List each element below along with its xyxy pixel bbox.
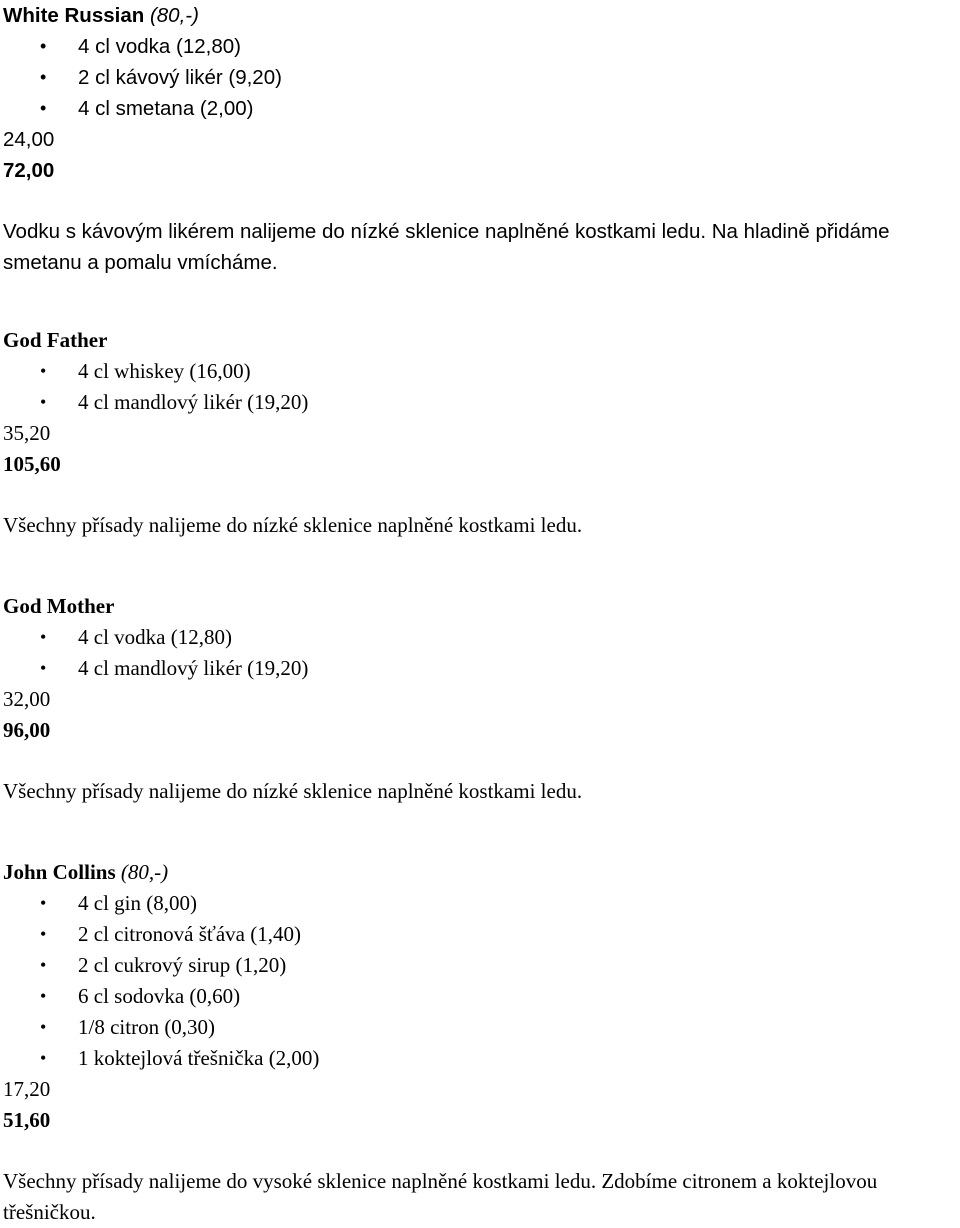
cost-value: 24,00 bbox=[3, 128, 55, 151]
instructions-text: Vodku s kávovým likérem nalijeme do nízké sklenice naplněné kostkami ledu. Na hladině přidáme smetanu a pomalu vmícháme. bbox=[3, 220, 890, 274]
ingredient-item: • 4 cl smetana (2,00) bbox=[3, 93, 958, 124]
recipe-white-russian bbox=[3, 0, 958, 278]
ingredient-item: • 4 cl vodka (12,80) bbox=[3, 31, 958, 62]
recipe-god-mother bbox=[3, 591, 958, 807]
total-value: 51,60 bbox=[3, 1108, 51, 1132]
ingredient-item: • 2 cl citronová šťáva (1,40) bbox=[3, 919, 958, 950]
price-note: (80,-) bbox=[149, 4, 199, 27]
ingredient-item: • 4 cl vodka (12,80) bbox=[3, 622, 958, 653]
ingredient-list bbox=[3, 888, 958, 1074]
total-value: 72,00 bbox=[3, 159, 55, 182]
ingredient-item: • 4 cl gin (8,00) bbox=[3, 888, 958, 919]
ingredient-item: • 2 cl kávový likér (9,20) bbox=[3, 62, 958, 93]
instructions-text: Všechny přísady nalijeme do nízké sklenice naplněné kostkami ledu. bbox=[3, 513, 583, 537]
instructions-text: Všechny přísady nalijeme do vysoké sklenice naplněné kostkami ledu. Zdobíme citronem a koktejlovou třešničkou. bbox=[3, 1169, 878, 1224]
ingredient-list bbox=[3, 31, 958, 124]
ingredient-item: • 4 cl mandlový likér (19,20) bbox=[3, 387, 958, 418]
total-value: 96,00 bbox=[3, 718, 51, 742]
ingredient-list bbox=[3, 356, 958, 418]
total-value: 105,60 bbox=[3, 452, 61, 476]
price-note: (80,-) bbox=[120, 860, 169, 884]
ingredient-item: • 2 cl cukrový sirup (1,20) bbox=[3, 950, 958, 981]
recipe-title: White Russian (80,-) bbox=[3, 4, 199, 27]
recipe-god-father bbox=[3, 325, 958, 541]
ingredient-item: • 4 cl mandlový likér (19,20) bbox=[3, 653, 958, 684]
recipe-title: John Collins (80,-) bbox=[3, 860, 169, 884]
ingredient-list bbox=[3, 622, 958, 684]
cost-value: 17,20 bbox=[3, 1077, 51, 1101]
ingredient-item: • 1 koktejlová třešnička (2,00) bbox=[3, 1043, 958, 1074]
recipe-title: God Father bbox=[3, 328, 108, 352]
cost-value: 35,20 bbox=[3, 421, 51, 445]
recipe-title: God Mother bbox=[3, 594, 115, 618]
recipe-john-collins bbox=[3, 857, 958, 1228]
ingredient-item: • 1/8 citron (0,30) bbox=[3, 1012, 958, 1043]
cost-value: 32,00 bbox=[3, 687, 51, 711]
ingredient-item: • 6 cl sodovka (0,60) bbox=[3, 981, 958, 1012]
instructions-text: Všechny přísady nalijeme do nízké sklenice naplněné kostkami ledu. bbox=[3, 779, 583, 803]
ingredient-item: • 4 cl whiskey (16,00) bbox=[3, 356, 958, 387]
